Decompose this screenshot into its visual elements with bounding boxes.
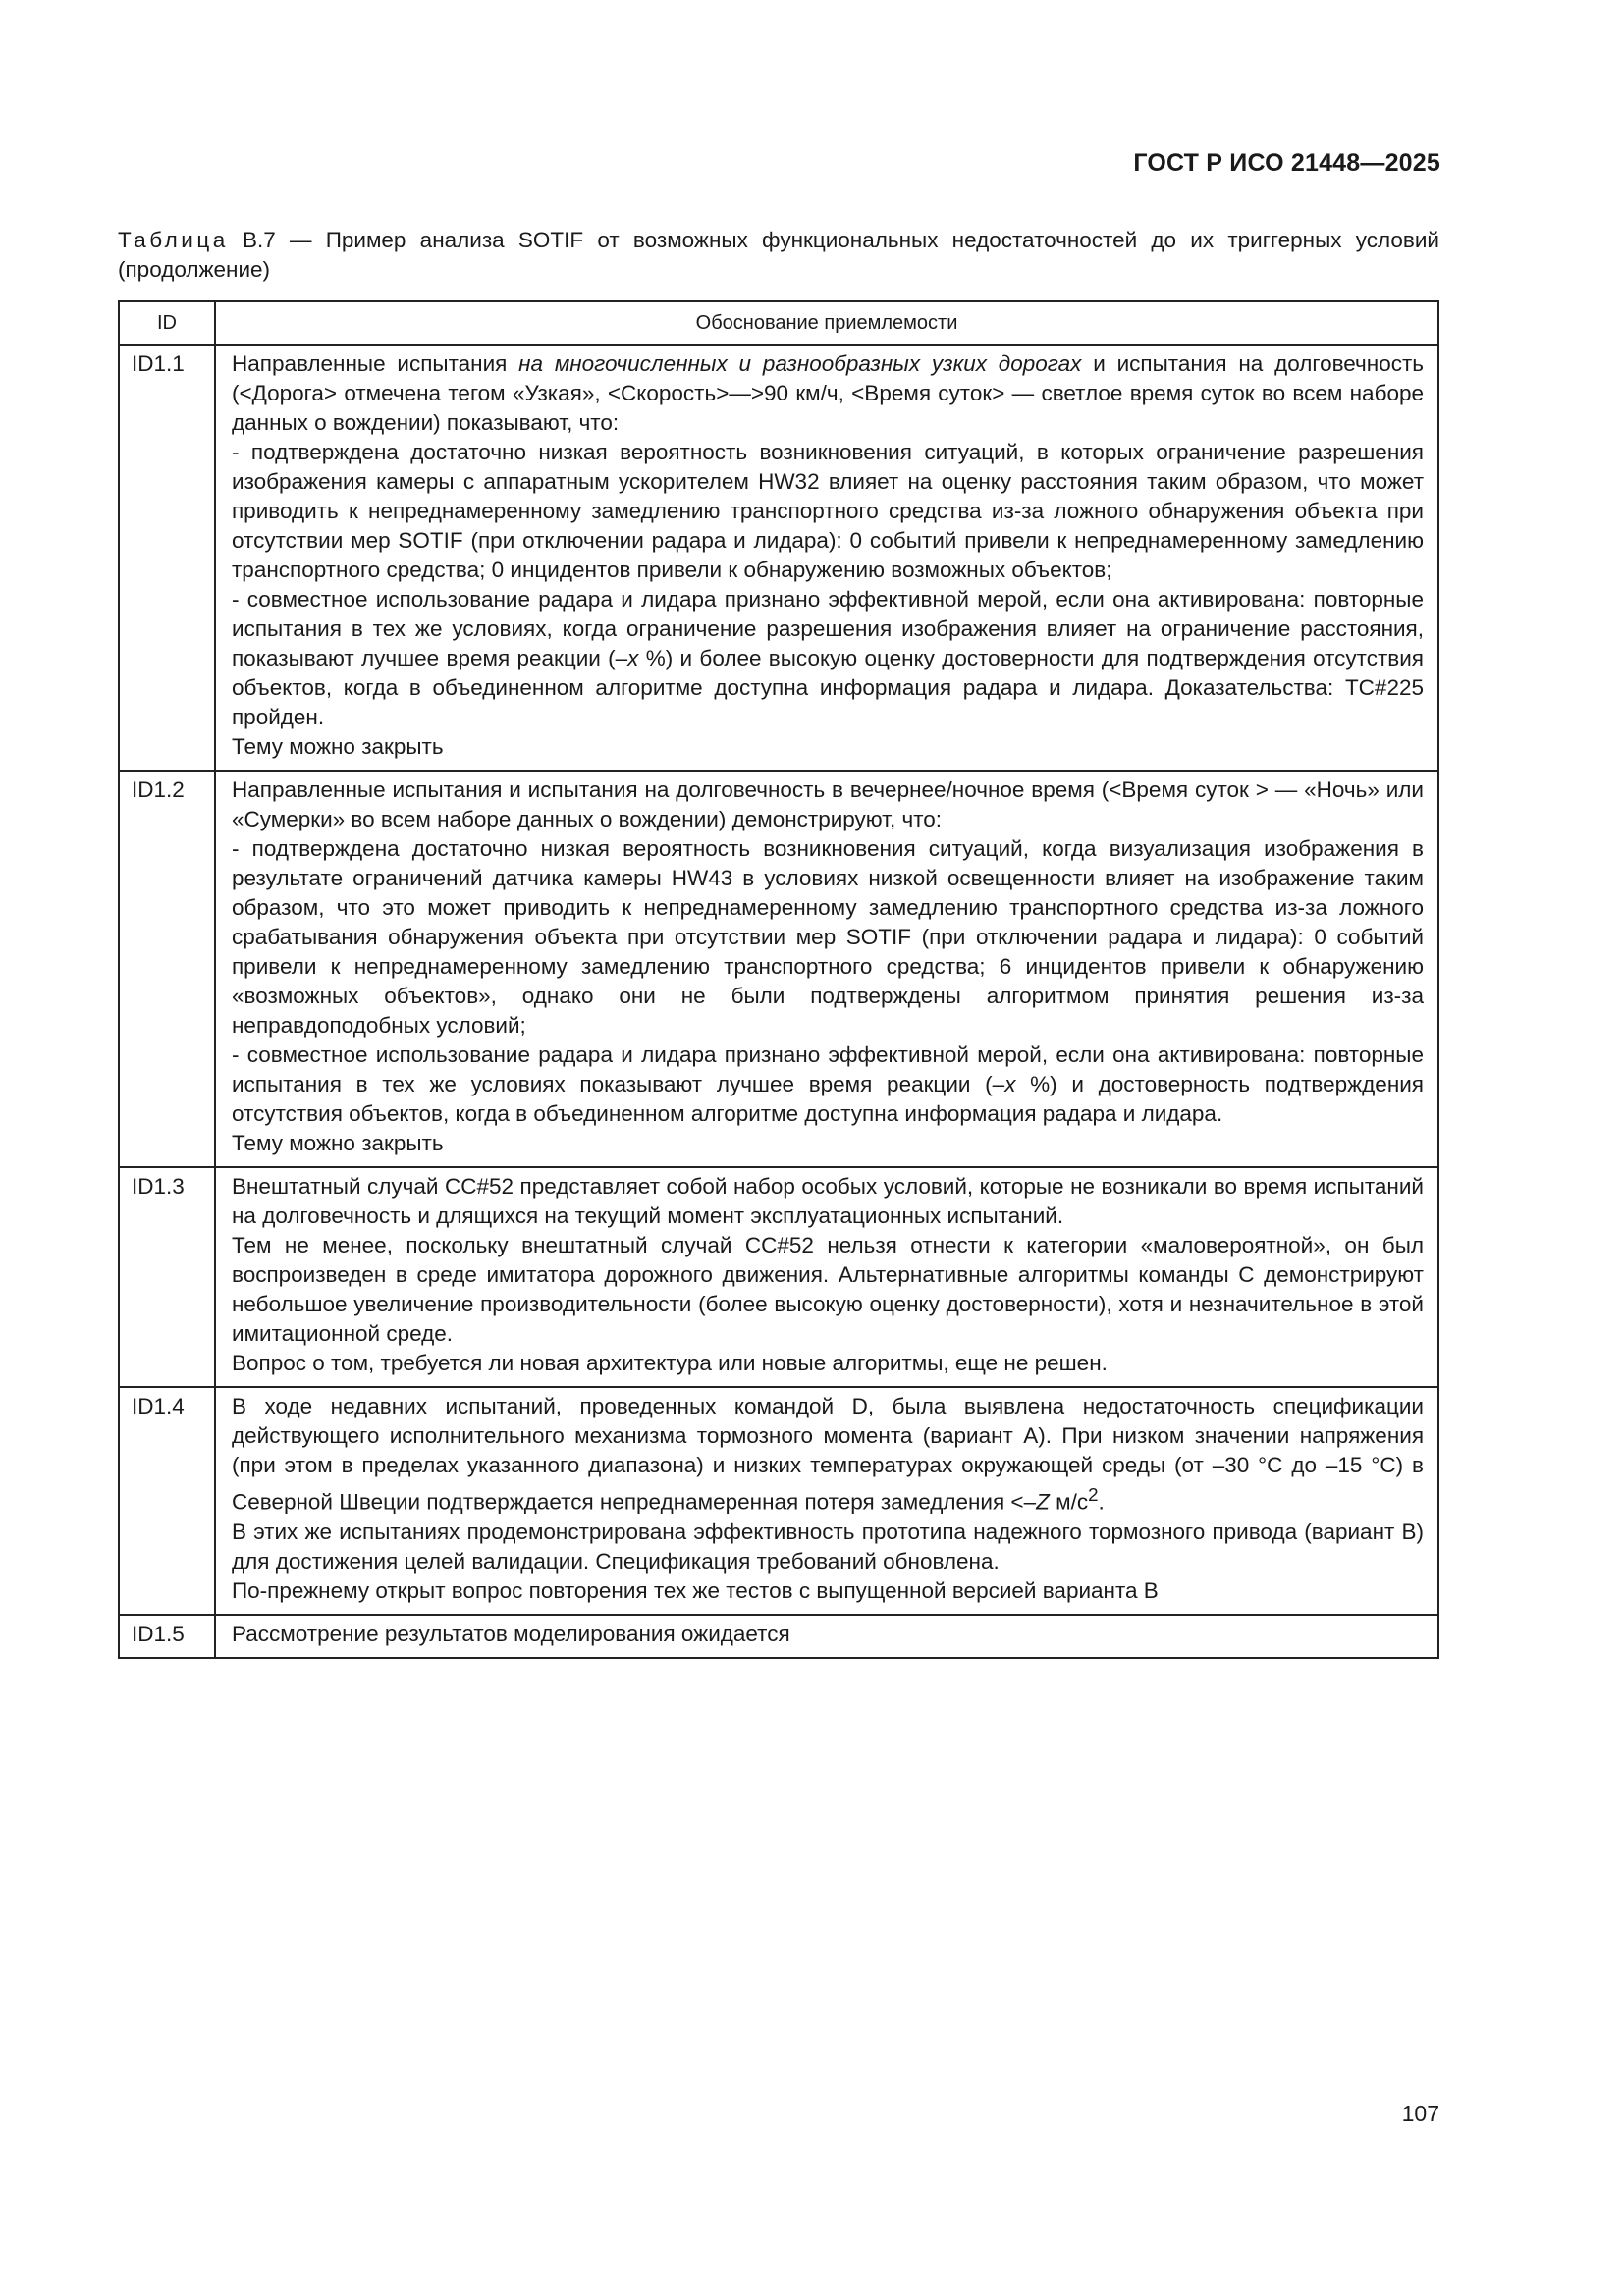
column-header-justification: Обоснование приемлемости	[215, 301, 1438, 345]
text-run: В ходе недавних испытаний, проведенных командой D, была выявлена недостаточность спецификации действующего исполнительного механизма тормозного момента (вариант А). При низком значении напряжения (при этом в пределах указанного диапазона) и низких температурах окружающей среды (от –30 °C до –15 °C) в Северной Швеции подтверждается непреднамеренная потеря замедления <–	[232, 1394, 1424, 1515]
text-run: и испытания на долговечность (<Дорога> отмечена тегом «Узкая», <Скорость>—>90 км/ч, <Время суток> — светлое время суток во всем наборе данных о вождении) показывают, что:	[232, 351, 1424, 435]
row-justification	[215, 771, 1438, 1167]
paragraph	[232, 585, 1424, 732]
italic-variable: x	[1004, 1072, 1016, 1096]
table-caption	[118, 226, 1439, 285]
table-row	[119, 1387, 1438, 1615]
page-number: 107	[1401, 2101, 1439, 2126]
row-id: ID1.2	[119, 771, 215, 1167]
column-header-id: ID	[119, 301, 215, 345]
paragraph: Тему можно закрыть	[232, 1131, 444, 1155]
row-justification	[215, 1167, 1438, 1387]
superscript: 2	[1088, 1484, 1099, 1505]
text-run: - совместное использование радара и лидара признано эффективной мерой, если она активирована: повторные испытания в тех же условиях, когда ограничение разрешения изображения влияет на ограничение расстояния, показывают лучшее время реакции (–	[232, 587, 1424, 670]
table-row	[119, 1615, 1438, 1658]
paragraph	[232, 349, 1424, 438]
table-header-row	[119, 301, 1438, 345]
italic-variable: x	[627, 646, 639, 670]
text-run: - совместное использование радара и лидара признано эффективной мерой, если она активирована: повторные испытания в тех же условиях показывают лучшее время реакции (–	[232, 1042, 1424, 1096]
row-id: ID1.1	[119, 345, 215, 771]
paragraph: Тему можно закрыть	[232, 734, 444, 759]
paragraph: Направленные испытания и испытания на долговечность в вечернее/ночное время (<Время суток > — «Ночь» или «Сумерки» во всем наборе данных о вождении) демонстрируют, что:	[232, 777, 1424, 831]
text-run: %) и достоверность подтверждения отсутствия объектов, когда в объединенном алгоритме доступна информация радара и лидара.	[232, 1072, 1424, 1126]
row-justification	[215, 1615, 1438, 1658]
paragraph: - подтверждена достаточно низкая вероятность возникновения ситуаций, когда визуализация изображения в результате ограничений датчика камеры HW43 в условиях низкой освещенности влияет на изображение таким образом, что это может приводить к непреднамеренному замедлению транспортного средства из-за ложного срабатывания обнаружения объекта при отсутствии мер SOTIF (при отключении радара и лидара): 0 событий привели к непреднамеренному замедлению транспортного средства; 6 инцидентов привели к обнаружению «возможных объектов», однако они не были подтверждены алгоритмом принятия решения из-за неправдоподобных условий;	[232, 836, 1424, 1038]
text-run: .	[1098, 1489, 1105, 1515]
caption-prefix: Таблица	[118, 228, 229, 252]
paragraph: Рассмотрение результатов моделирования ожидается	[232, 1621, 790, 1646]
paragraph: Тем не менее, поскольку внештатный случай CC#52 нельзя отнести к категории «маловероятной», он был воспроизведен в среде имитатора дорожного движения. Альтернативные алгоритмы команды C демонстрируют небольшое увеличение производительности (более высокую оценку достоверности), хотя и незначительное в этой имитационной среде.	[232, 1233, 1424, 1346]
text-run: %) и более высокую оценку достоверности для подтверждения отсутствия объектов, когда в объединенном алгоритме доступна информация радара и лидара. Доказательства: TC#225 пройден.	[232, 646, 1424, 729]
table-row	[119, 345, 1438, 771]
row-justification	[215, 345, 1438, 771]
caption-text: В.7 — Пример анализа SOTIF от возможных функциональных недостаточностей до их триггерных условий (продолжение)	[118, 228, 1439, 282]
italic-variable: Z	[1036, 1489, 1050, 1515]
paragraph: В этих же испытаниях продемонстрирована эффективность прототипа надежного тормозного привода (вариант В) для достижения целей валидации. Спецификация требований обновлена.	[232, 1519, 1424, 1574]
row-id: ID1.5	[119, 1615, 215, 1658]
table-row	[119, 1167, 1438, 1387]
paragraph	[232, 1392, 1424, 1518]
sotif-table	[118, 300, 1439, 1659]
paragraph: По-прежнему открыт вопрос повторения тех же тестов с выпущенной версией варианта В	[232, 1577, 1159, 1603]
row-justification	[215, 1387, 1438, 1615]
paragraph: Внештатный случай CC#52 представляет собой набор особых условий, которые не возникали во время испытаний на долговечность и длящихся на текущий момент эксплуатационных испытаний.	[232, 1174, 1424, 1228]
table-row	[119, 771, 1438, 1167]
text-run: м/с	[1049, 1489, 1089, 1515]
paragraph	[232, 1041, 1424, 1129]
text-run: Направленные испытания	[232, 351, 519, 376]
paragraph: Вопрос о том, требуется ли новая архитектура или новые алгоритмы, еще не решен.	[232, 1351, 1108, 1375]
italic-text: на многочисленных и разнообразных узких дорогах	[518, 351, 1082, 376]
row-id: ID1.3	[119, 1167, 215, 1387]
row-id: ID1.4	[119, 1387, 215, 1615]
paragraph: - подтверждена достаточно низкая вероятность возникновения ситуаций, в которых ограничение разрешения изображения камеры с аппаратным ускорителем HW32 влияет на оценку расстояния таким образом, что может приводить к непреднамеренному замедлению транспортного средства из-за ложного обнаружения объекта при отсутствии мер SOTIF (при отключении радара и лидара): 0 событий привели к непреднамеренному замедлению транспортного средства; 0 инцидентов привели к обнаружению возможных объектов;	[232, 440, 1424, 582]
document-code: ГОСТ Р ИСО 21448—2025	[1133, 149, 1440, 177]
